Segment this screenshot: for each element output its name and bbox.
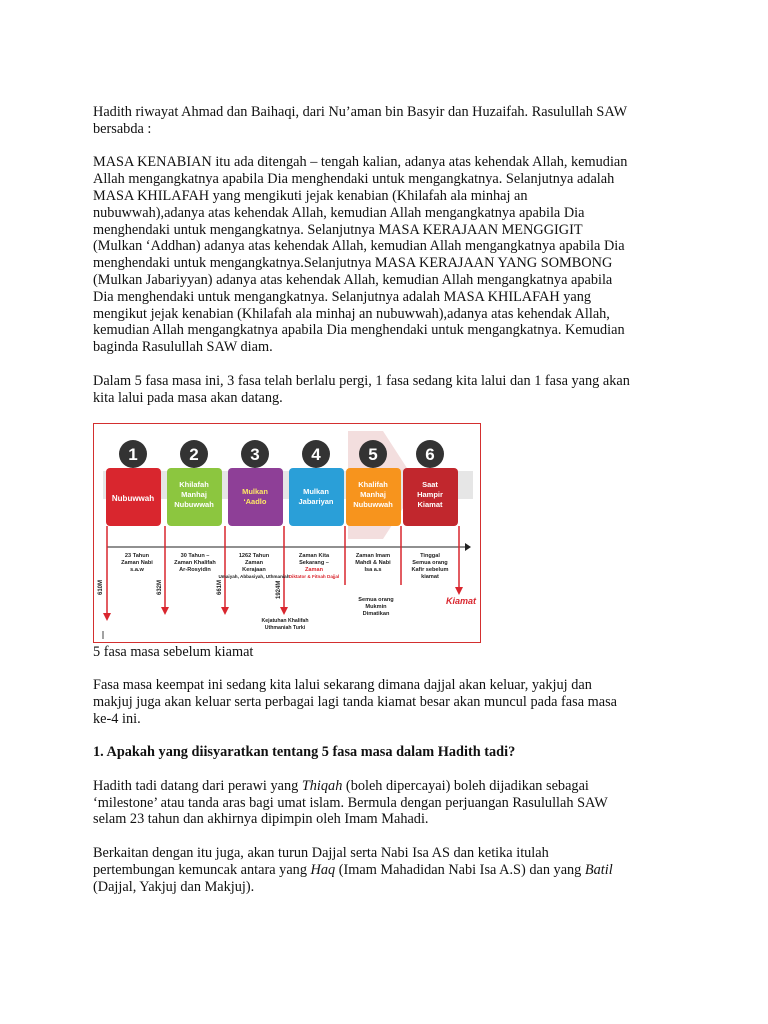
answer-line: Berkaitan dengan itu juga, akan turun Dajjal serta Nabi Isa AS dan ketika itulah — [93, 844, 549, 861]
note-text: Uthmaniah Turki — [264, 625, 306, 631]
answer-term: Batil — [584, 861, 613, 878]
answer-line: ‘milestone’ atau tanda aras bagi umat islam. Bermula dengan perjuangan Rasulullah SAW — [93, 794, 608, 811]
lower-section — [93, 677, 683, 895]
note-text: Zaman Khalifah — [174, 560, 216, 566]
intro-line: bersabda : — [93, 120, 152, 137]
document-body — [93, 104, 683, 406]
note-text: Semua orang — [358, 597, 394, 603]
fourth-phase-line: ke-4 ini. — [93, 710, 141, 727]
note-text: s.a.w — [130, 567, 144, 573]
answer-term: Thiqah — [301, 777, 343, 794]
note-text: Kafir sebelum — [411, 567, 449, 573]
phase-number: 1 — [128, 445, 138, 464]
phase-label: Khilafah — [179, 480, 209, 489]
phase-number: 6 — [425, 445, 435, 464]
hadith-paragraph — [93, 154, 683, 356]
year-label: 1924M — [276, 580, 282, 599]
note-text: Mahdi & Nabi — [355, 560, 391, 566]
phase-label: Mulkan — [303, 487, 329, 496]
phase-number: 4 — [311, 445, 321, 464]
hadith-line: Allah mengangkatnya apabila Dia menghendaki untuk mengangkatnya. Selanjutnya adalah — [93, 171, 615, 188]
intro-line: Hadith riwayat Ahmad dan Baihaqi, dari Nu’aman bin Basyir dan Huzaifah. Rasulullah SAW — [93, 104, 628, 120]
phases-line: Dalam 5 fasa masa ini, 3 fasa telah berlalu pergi, 1 fasa sedang kita lalui dan 1 fasa yang akan — [93, 372, 630, 389]
hadith-line: baginda Rasulullah SAW diam. — [93, 339, 273, 356]
hadith-line: (Mulkan ‘Addhan) adanya atas kehendak Allah, kemudian Allah mengangkatnya apabila Dia — [93, 238, 625, 255]
hadith-line: menghendaki untuk mengangkatnya.Selanjutnya MASA KERAJAAN YANG SOMBONG — [93, 255, 613, 272]
note-text: Dimatikan — [362, 611, 390, 617]
phase-label: Khalifah — [358, 480, 388, 489]
phase-number: 3 — [250, 445, 260, 464]
note-text: Zaman Imam — [355, 553, 391, 559]
hadith-line: menghendaki untuk mengangkatnya. Selanjutnya MASA KERAJAAN MENGGIGIT — [93, 221, 583, 238]
note-text: Zaman Kita — [298, 553, 330, 559]
phase-number: 2 — [189, 445, 199, 464]
year-label: 610M — [98, 579, 104, 595]
answer-text: (boleh dipercayai) boleh dijadikan sebagai — [342, 777, 589, 794]
note-text: 1262 Tahun — [238, 553, 270, 559]
phase-label: Nubuwwah — [353, 500, 393, 509]
note-text: Semua orang — [412, 560, 448, 566]
five-phases-infographic — [93, 423, 481, 643]
phase-label: Nubuwwah — [174, 500, 214, 509]
phase-number: 5 — [368, 445, 378, 464]
question-heading: 1. Apakah yang diisyaratkan tentang 5 fasa masa dalam Hadith tadi? — [93, 744, 516, 761]
answer-term: Haq — [310, 861, 336, 878]
answer-line: selam 23 tahun dan akhirnya dipimpin oleh Imam Mahadi. — [93, 811, 429, 828]
note-text: 23 Tahun — [124, 553, 150, 559]
note-text: Zaman — [244, 560, 264, 566]
note-text: Sekarang – — [299, 560, 329, 566]
note-text: Kejatuhan Khalifah — [261, 618, 309, 624]
hadith-line: kemudian Allah mengangkatnya apabila Dia menghendaki untuk mengangkatnya. Kemudian — [93, 322, 625, 339]
note-text: Kerajaan — [242, 567, 266, 573]
phase-label: ‘Aadlo — [243, 497, 267, 506]
note-text: Isa a.s — [364, 567, 382, 573]
year-label: 632M — [157, 579, 163, 595]
hadith-line: MASA KENABIAN itu ada ditengah – tengah kalian, adanya atas kehendak Allah, kemudian — [93, 154, 628, 171]
note-text: Zaman — [304, 567, 324, 573]
phase-label: Mulkan — [242, 487, 268, 496]
note-text: Tinggal — [420, 553, 440, 559]
note-text: Umaiyah, Abbasiyah, Uthmaniah — [218, 574, 290, 579]
hadith-line: mengikut jejak kenabian (Khilafah ala minhaj an nubuwwah),adanya atas kehendak Allah, — [93, 305, 610, 322]
answer-line — [93, 862, 683, 879]
answer-line — [93, 778, 683, 795]
phase-label: Jabariyan — [298, 497, 334, 506]
note-text: Ar-Rosyidin — [179, 567, 211, 573]
note-text: Diktator & Fitnah Dajjal — [288, 574, 340, 579]
phase-label: Kiamat — [417, 500, 443, 509]
phase-label: Nubuwwah — [111, 494, 155, 503]
hadith-line: (Mulkan Jabariyyan) adanya atas kehendak Allah, kemudian Allah mengangkatnya apabila — [93, 271, 613, 288]
phase-label: Manhaj — [181, 490, 207, 499]
answer-line: (Dajjal, Yakjuj dan Makjuj). — [93, 878, 255, 895]
note-text: Mukmin — [365, 604, 387, 610]
answer-text: (Imam Mahadidan Nabi Isa A.S) dan yang — [335, 861, 585, 878]
note-text: Zaman Nabi — [121, 560, 153, 566]
kiamat-label: Kiamat — [445, 596, 477, 606]
note-text: kiamat — [421, 574, 439, 580]
year-label: 661M — [217, 579, 223, 595]
hadith-line: Dia menghendaki untuk mengangkatnya. Selanjutnya adalah MASA KHILAFAH yang — [93, 288, 592, 305]
phase-label: Saat — [422, 480, 438, 489]
hadith-line: nubuwwah),adanya atas kehendak Allah, kemudian Allah mengangkatnya apabila Dia — [93, 204, 585, 221]
phase-label: Hampir — [417, 490, 443, 499]
hadith-line: MASA KHILAFAH yang mengikuti jejak kenabian (Khilafah ala minhaj an — [93, 187, 528, 204]
phases-line: kita lalui pada masa akan datang. — [93, 389, 283, 406]
note-text: 30 Tahun – — [180, 553, 210, 559]
phase-label: Manhaj — [360, 490, 386, 499]
answer-text: pertembungan kemuncak antara yang — [93, 861, 311, 878]
figure-caption: 5 fasa masa sebelum kiamat — [93, 644, 254, 660]
fourth-phase-line: makjuj juga akan keluar serta perbagai lagi tanda kiamat besar akan muncul pada fasa masa — [93, 693, 617, 710]
fourth-phase-line: Fasa masa keempat ini sedang kita lalui sekarang dimana dajjal akan keluar, yakjuj dan — [93, 677, 592, 693]
answer-text: Hadith tadi datang dari perawi yang — [93, 777, 302, 794]
